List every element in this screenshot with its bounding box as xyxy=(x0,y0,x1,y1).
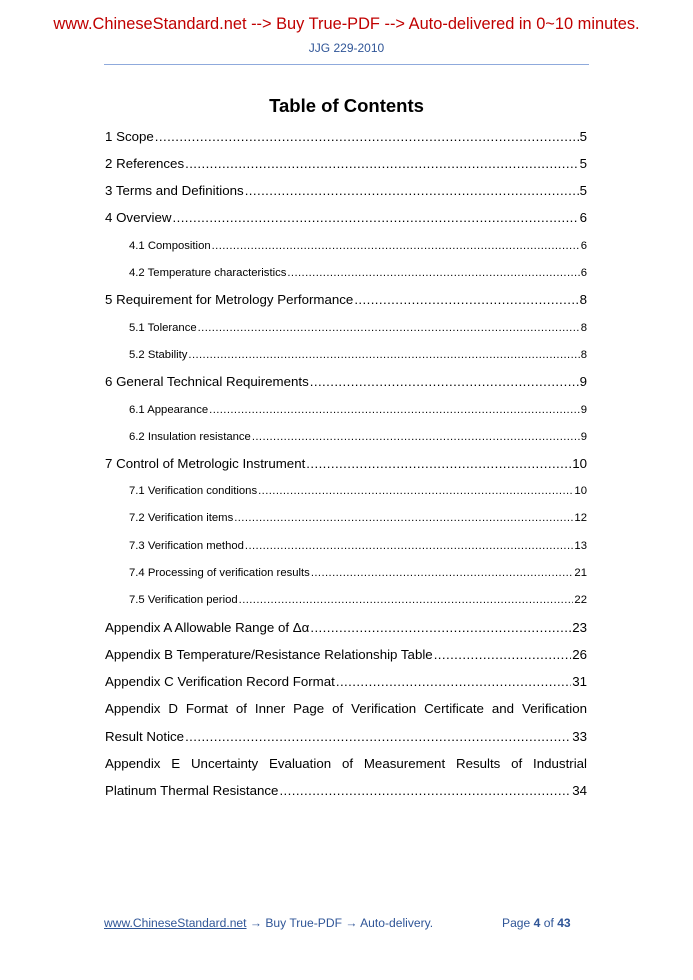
toc-entry-5-metrology[interactable] xyxy=(105,291,587,309)
toc-entry-appendix-a[interactable] xyxy=(105,619,587,637)
toc-entry-5-2-stability[interactable] xyxy=(129,347,587,363)
toc-entry-appendix-c[interactable] xyxy=(105,673,587,691)
toc-entry-page: 8 xyxy=(580,322,587,334)
toc-entry-label-continued: Result Notice xyxy=(105,729,185,744)
footer-page-total: 43 xyxy=(557,916,571,930)
toc-entry-6-2-insulation[interactable] xyxy=(129,429,587,445)
toc-entry-label: 2 References xyxy=(105,156,185,171)
toc-entry-appendix-b[interactable] xyxy=(105,646,587,664)
toc-leader-dots xyxy=(212,238,580,254)
toc-entry-page: 6 xyxy=(580,267,587,279)
toc-entry-page: 6 xyxy=(580,240,587,252)
toc-leader-dots xyxy=(173,209,579,227)
toc-entry-label: 6.2 Insulation resistance xyxy=(129,431,251,443)
toc-entry-page: 23 xyxy=(572,620,587,635)
toc-entry-page: 5 xyxy=(579,183,587,198)
toc-leader-dots xyxy=(188,347,579,363)
toc-entry-label: Appendix E Uncertainty Evaluation of Measurement Results of Industrial xyxy=(105,756,587,771)
toc-entry-4-1-composition[interactable] xyxy=(129,238,587,254)
toc-entry-page: 9 xyxy=(579,374,587,389)
toc-entry-7-5-period[interactable] xyxy=(129,592,587,608)
toc-entry-page: 26 xyxy=(572,647,587,662)
toc-entry-label: Appendix D Format of Inner Page of Verification Certificate and Verification xyxy=(105,701,587,716)
toc-entry-page: 9 xyxy=(580,431,587,443)
toc-leader-dots xyxy=(306,455,571,473)
footer-link-suffix: → Buy True-PDF → Auto-delivery. xyxy=(246,916,434,930)
toc-entry-label: 7.3 Verification method xyxy=(129,540,244,552)
toc-entry-label: 4.2 Temperature characteristics xyxy=(129,267,287,279)
toc-entry-page: 13 xyxy=(574,540,587,552)
footer-page-indicator xyxy=(502,915,571,931)
footer-page-of: of xyxy=(543,916,554,930)
toc-entry-label: 7 Control of Metrologic Instrument xyxy=(105,456,306,471)
toc-entry-page: 9 xyxy=(580,404,587,416)
toc-title: Table of Contents xyxy=(269,95,424,116)
toc-leader-dots xyxy=(185,728,571,746)
toc-leader-dots xyxy=(310,619,571,637)
toc-entry-label: 5.1 Tolerance xyxy=(129,322,197,334)
toc-entry-4-overview[interactable] xyxy=(105,209,587,227)
toc-entry-appendix-e-line2[interactable] xyxy=(105,782,587,800)
toc-entry-2-references[interactable] xyxy=(105,155,587,173)
toc-leader-dots xyxy=(279,782,571,800)
toc-entry-label: 4.1 Composition xyxy=(129,240,211,252)
toc-entry-page: 10 xyxy=(574,485,587,497)
toc-entry-page: 5 xyxy=(579,156,587,171)
footer-page-current: 4 xyxy=(533,916,541,930)
toc-leader-dots xyxy=(245,538,574,554)
top-banner[interactable]: www.ChineseStandard.net --> Buy True-PDF --> Auto-delivered in 0~10 minutes. xyxy=(53,15,640,33)
toc-entry-label: 3 Terms and Definitions xyxy=(105,183,244,198)
toc-entry-3-terms[interactable] xyxy=(105,182,587,200)
footer-link-text[interactable]: www.ChineseStandard.net xyxy=(104,916,247,930)
toc-entry-label: 6 General Technical Requirements xyxy=(105,374,309,389)
toc-entry-appendix-d-line1[interactable] xyxy=(105,700,587,718)
toc-entry-label: Appendix C Verification Record Format xyxy=(105,674,335,689)
toc-leader-dots xyxy=(239,592,574,608)
toc-entry-1-scope[interactable] xyxy=(105,128,587,146)
toc-leader-dots xyxy=(434,646,572,664)
toc-leader-dots xyxy=(185,155,579,173)
toc-leader-dots xyxy=(198,320,580,336)
toc-entry-page: 10 xyxy=(572,456,587,471)
toc-entry-7-1-conditions[interactable] xyxy=(129,483,587,499)
toc-entry-label: 5 Requirement for Metrology Performance xyxy=(105,292,354,307)
toc-entry-page: 22 xyxy=(574,594,587,606)
toc-entry-6-general[interactable] xyxy=(105,373,587,391)
toc-entry-label: Appendix B Temperature/Resistance Relationship Table xyxy=(105,647,433,662)
toc-leader-dots xyxy=(234,510,573,526)
toc-leader-dots xyxy=(245,182,579,200)
toc-entry-label: 4 Overview xyxy=(105,210,172,225)
toc-leader-dots xyxy=(258,483,573,499)
toc-entry-label: 6.1 Appearance xyxy=(129,404,209,416)
toc-entry-4-2-temperature[interactable] xyxy=(129,265,587,281)
toc-entry-page: 6 xyxy=(579,210,587,225)
toc-entry-label: 7.1 Verification conditions xyxy=(129,485,258,497)
toc-entry-appendix-d-line2[interactable] xyxy=(105,728,587,746)
toc-leader-dots xyxy=(354,291,578,309)
toc-entry-page: 8 xyxy=(580,349,587,361)
toc-leader-dots xyxy=(310,373,579,391)
toc-entry-page: 33 xyxy=(572,729,587,744)
toc-entry-7-4-processing[interactable] xyxy=(129,565,587,581)
toc-leader-dots xyxy=(311,565,574,581)
toc-leader-dots xyxy=(336,673,571,691)
toc-entry-7-3-method[interactable] xyxy=(129,538,587,554)
toc-entry-label: 1 Scope xyxy=(105,129,154,144)
toc-entry-page: 8 xyxy=(579,292,587,307)
toc-leader-dots xyxy=(287,265,579,281)
toc-entry-appendix-e-line1[interactable] xyxy=(105,755,587,773)
toc-entry-page: 31 xyxy=(572,674,587,689)
toc-entry-5-1-tolerance[interactable] xyxy=(129,320,587,336)
toc-entry-label: 5.2 Stability xyxy=(129,349,188,361)
toc-leader-dots xyxy=(252,429,580,445)
toc-entry-page: 12 xyxy=(574,512,587,524)
toc-entry-7-2-items[interactable] xyxy=(129,510,587,526)
toc-entry-page: 5 xyxy=(579,129,587,144)
toc-entry-6-1-appearance[interactable] xyxy=(129,402,587,418)
toc-entry-label-continued: Platinum Thermal Resistance xyxy=(105,783,279,798)
toc-leader-dots xyxy=(155,128,579,146)
toc-entry-label: 7.2 Verification items xyxy=(129,512,234,524)
toc-entry-page: 21 xyxy=(574,567,587,579)
toc-entry-label: 7.5 Verification period xyxy=(129,594,238,606)
footer-page-word: Page xyxy=(502,916,531,930)
toc-entry-7-control[interactable] xyxy=(105,455,587,473)
toc-entry-page: 34 xyxy=(572,783,587,798)
footer-store-link[interactable] xyxy=(104,915,433,931)
toc-entry-label: 7.4 Processing of verification results xyxy=(129,567,310,579)
toc-entry-label: Appendix A Allowable Range of Δα xyxy=(105,620,310,635)
standard-code: JJG 229-2010 xyxy=(308,41,385,55)
toc-leader-dots xyxy=(209,402,580,418)
